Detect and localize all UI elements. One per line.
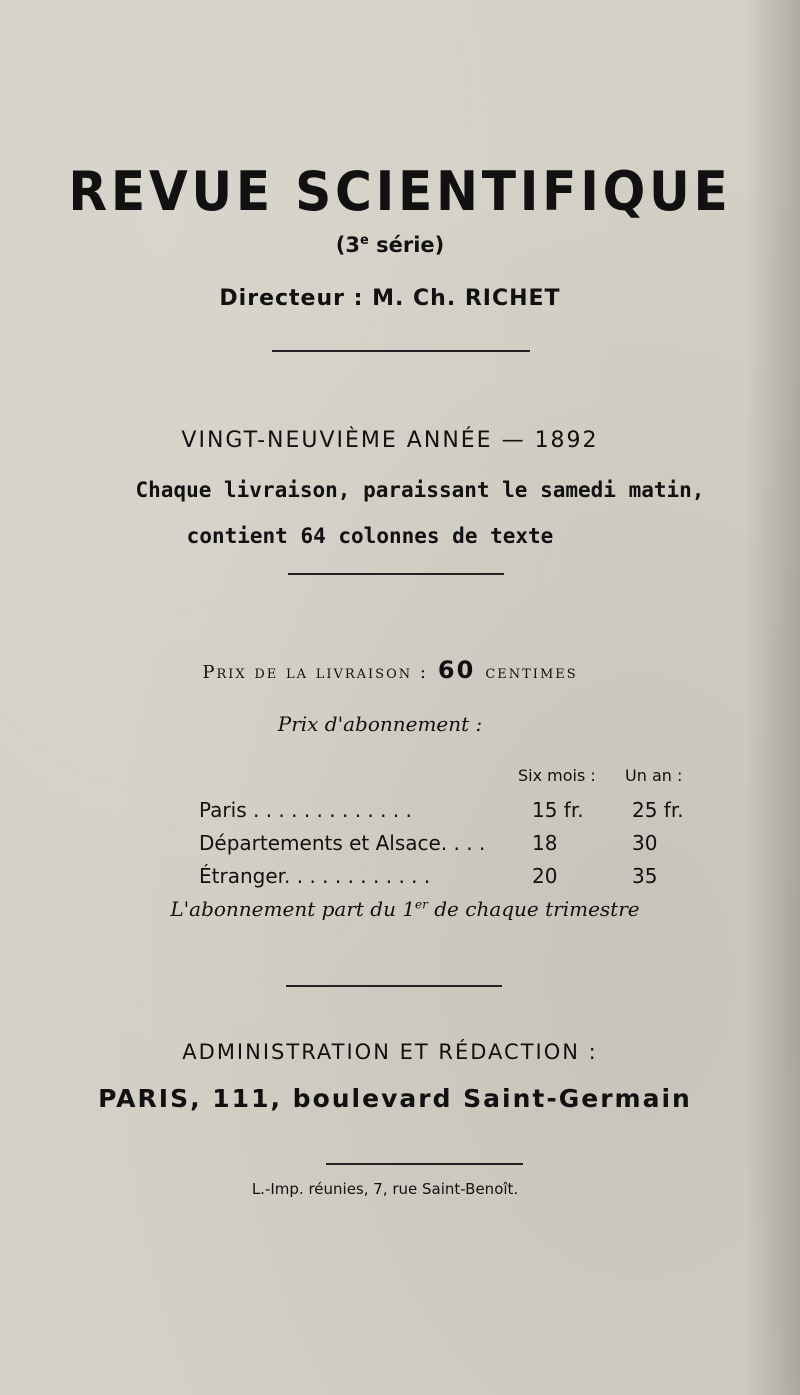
quarter-prefix: L'abonnement part du 1 <box>170 897 416 921</box>
row-paris-region: Paris . . . . . . . . . . . . . <box>199 798 412 822</box>
divider-rule <box>288 573 504 575</box>
issue-line-1: Chaque livraison, paraissant le samedi matin, <box>135 478 705 502</box>
issue-line-2: contient 64 colonnes de texte <box>186 524 554 548</box>
quarter-note <box>5 897 800 921</box>
journal-title: REVUE SCIENTIFIQUE <box>68 160 732 223</box>
director-line: Directeur : M. Ch. RICHET <box>219 286 561 311</box>
divider-rule <box>286 985 502 987</box>
series-suffix: série) <box>368 233 445 257</box>
row-departements-six-months: 18 <box>532 831 558 855</box>
price-unit: centimes <box>485 662 578 683</box>
quarter-superscript: er <box>415 897 428 912</box>
price-line <box>0 656 790 684</box>
series-prefix: (3 <box>335 233 360 257</box>
address-line: PARIS, 111, boulevard Saint-Germain <box>98 1084 692 1113</box>
row-departements-one-year: 30 <box>632 831 658 855</box>
series-label <box>0 233 790 257</box>
divider-rule <box>272 350 530 352</box>
row-departements-region: Départements et Alsace. . . . <box>199 831 486 855</box>
row-paris-six-months: 15 fr. <box>532 798 584 822</box>
admin-heading: ADMINISTRATION ET RÉDACTION : <box>182 1040 598 1064</box>
price-prefix: Prix de la livraison : <box>202 662 428 683</box>
row-etranger-region: Étranger. . . . . . . . . . . . <box>199 864 431 888</box>
year-line: VINGT-NEUVIÈME ANNÉE — 1892 <box>181 428 599 453</box>
row-paris-one-year: 25 fr. <box>632 798 684 822</box>
row-etranger-one-year: 35 <box>632 864 658 888</box>
quarter-suffix: de chaque trimestre <box>427 897 640 921</box>
divider-rule <box>326 1163 523 1165</box>
subscription-title: Prix d'abonnement : <box>277 712 483 736</box>
header-one-year: Un an : <box>625 766 683 785</box>
printer-line: L.-Imp. réunies, 7, rue Saint-Benoît. <box>251 1180 519 1198</box>
price-amount: 60 <box>437 656 476 684</box>
header-six-months: Six mois : <box>518 766 596 785</box>
series-superscript: e <box>359 233 369 248</box>
row-etranger-six-months: 20 <box>532 864 558 888</box>
